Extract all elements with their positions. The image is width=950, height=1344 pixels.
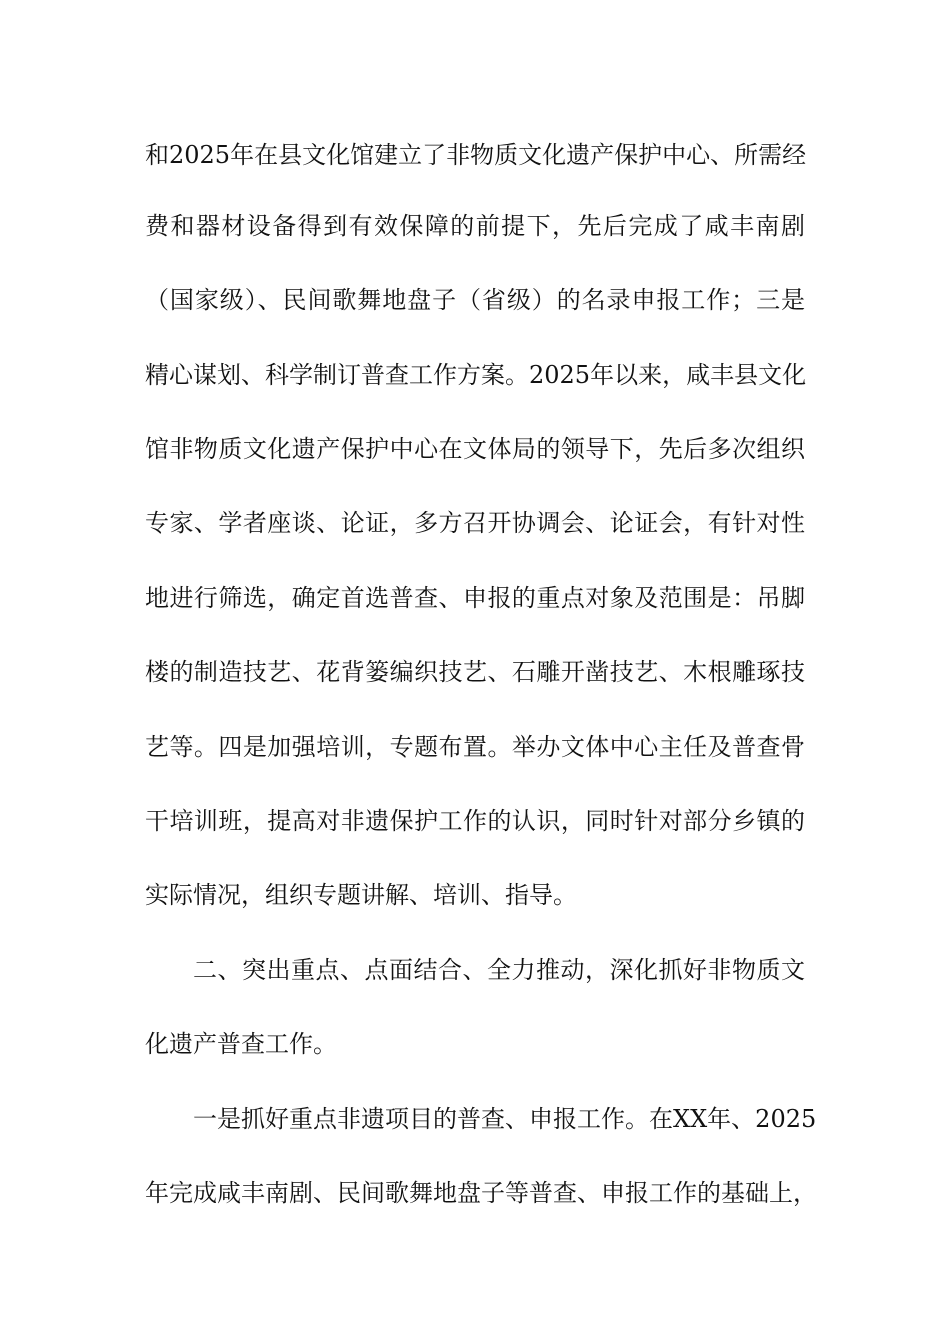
body-text-line: 地进行筛选，确定首选普查、申报的重点对象及范围是：吊脚	[145, 584, 805, 612]
body-text-line: 艺等。四是加强培训，专题布置。举办文体中心主任及普查骨	[145, 733, 805, 761]
body-text-line: 一是抓好重点非遗项目的普查、申报工作。在XX年、2025	[193, 1105, 817, 1133]
body-text-line: 专家、学者座谈、论证，多方召开协调会、论证会，有针对性	[145, 509, 805, 537]
body-text-line: 费和器材设备得到有效保障的前提下，先后完成了咸丰南剧	[145, 212, 805, 240]
body-text-line: 楼的制造技艺、花背篓编织技艺、石雕开凿技艺、木根雕琢技	[145, 658, 805, 686]
body-text-line: 馆非物质文化遗产保护中心在文体局的领导下，先后多次组织	[145, 435, 805, 463]
body-text-line: 精心谋划、科学制订普查工作方案。2025年以来，咸丰县文化	[145, 361, 807, 389]
body-text-line: （国家级）、民间歌舞地盘子（省级）的名录申报工作；三是	[145, 286, 805, 314]
body-text-line: 实际情况，组织专题讲解、培训、指导。	[145, 881, 577, 909]
body-text-line: 和2025年在县文化馆建立了非物质文化遗产保护中心、所需经	[145, 141, 807, 169]
section-heading-line: 二、突出重点、点面结合、全力推动，深化抓好非物质文	[193, 956, 805, 984]
body-text-line: 干培训班，提高对非遗保护工作的认识，同时针对部分乡镇的	[145, 807, 805, 835]
body-text-line: 年完成咸丰南剧、民间歌舞地盘子等普查、申报工作的基础上，	[145, 1179, 817, 1207]
section-heading-line: 化遗产普查工作。	[145, 1030, 337, 1058]
